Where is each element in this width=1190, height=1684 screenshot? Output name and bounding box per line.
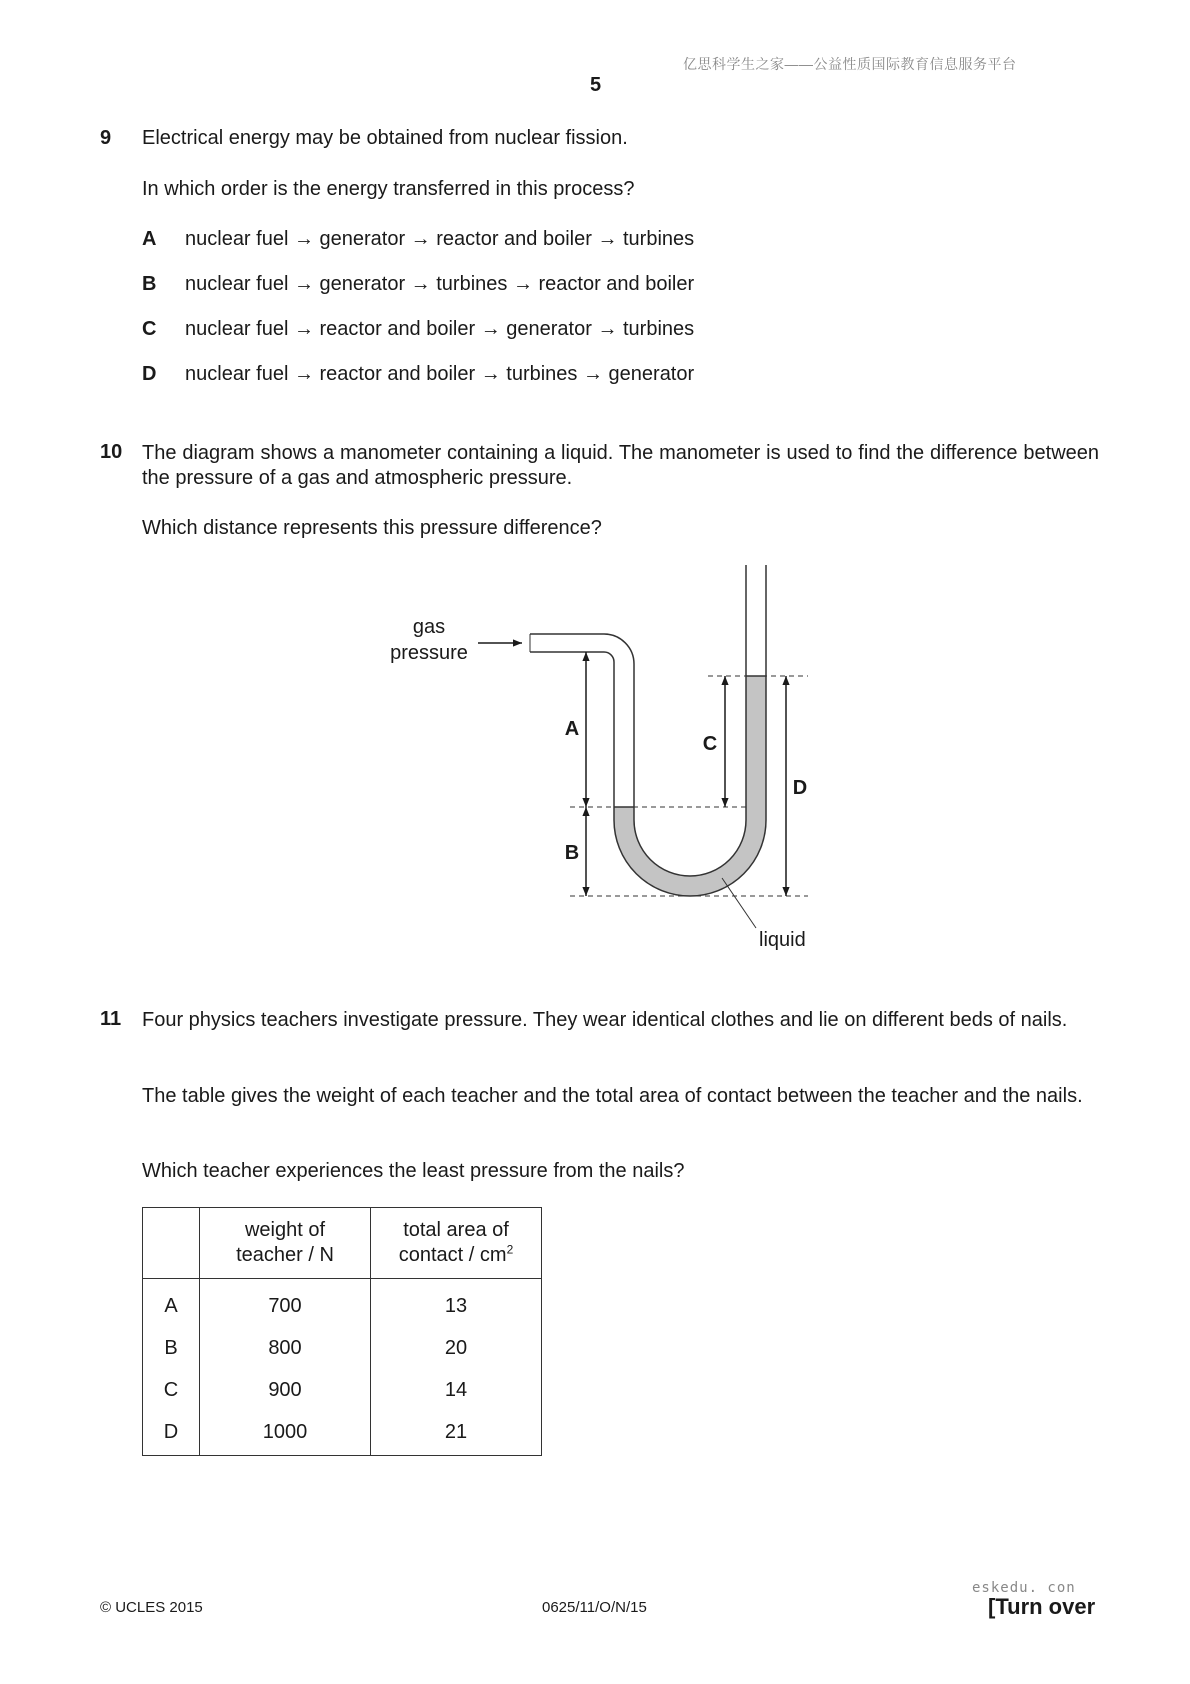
header-weight-line2: teacher / N (236, 1244, 334, 1266)
q9-question: In which order is the energy transferred in this process? (142, 178, 635, 200)
q9-option-a-text: nuclear fuel → generator → reactor and boiler → turbines (185, 228, 695, 250)
watermark-text: 亿思科学生之家——公益性质国际教育信息服务平台 (683, 56, 1017, 72)
liquid-label: liquid (759, 929, 806, 951)
row-letter: A (143, 1279, 200, 1328)
question-number-10: 10 (100, 441, 123, 463)
header-weight (200, 1208, 371, 1279)
q11-stem: Four physics teachers investigate pressure. They wear identical clothes and lie on different beds of nails. (142, 1009, 1068, 1031)
row-area: 13 (371, 1279, 542, 1328)
q9-option-c-text: nuclear fuel → reactor and boiler → generator → turbines (185, 318, 695, 340)
q9-option-d-text: nuclear fuel → reactor and boiler → turbines → generator (185, 363, 695, 385)
q11-question: Which teacher experiences the least pressure from the nails? (142, 1160, 685, 1182)
table-row (143, 1411, 542, 1456)
liquid-fill (614, 676, 766, 896)
header-weight-line1: weight of (244, 1219, 326, 1241)
q10-question: Which distance represents this pressure difference? (142, 517, 602, 539)
turn-over-text: [Turn over (988, 1594, 1096, 1619)
row-area: 14 (371, 1369, 542, 1411)
row-area: 21 (371, 1411, 542, 1456)
label-d: D (792, 777, 808, 799)
row-weight: 700 (200, 1279, 371, 1328)
site-watermark: eskedu. con (972, 1580, 1076, 1596)
q9-option-c-letter: C (142, 318, 157, 340)
gas-label: gas (412, 616, 446, 638)
row-weight: 1000 (200, 1411, 371, 1456)
label-b: B (564, 842, 580, 864)
row-area: 20 (371, 1327, 542, 1369)
row-letter: D (143, 1411, 200, 1456)
header-area (371, 1208, 542, 1279)
row-letter: B (143, 1327, 200, 1369)
q9-option-b-letter: B (142, 273, 157, 295)
label-c: C (702, 733, 718, 755)
q9-option-d-letter: D (142, 363, 157, 385)
label-a: A (564, 718, 580, 740)
row-weight: 900 (200, 1369, 371, 1411)
table-row (143, 1279, 542, 1328)
header-empty-cell (143, 1208, 200, 1279)
q11-info: The table gives the weight of each teacher and the total area of contact between the teacher and the nails. (142, 1085, 1083, 1107)
header-area-line2: contact / cm (398, 1244, 507, 1266)
table-header-row (143, 1208, 542, 1279)
copyright-text: © UCLES 2015 (100, 1599, 203, 1616)
liquid-label-leader (722, 878, 756, 928)
question-number-9: 9 (100, 127, 112, 149)
q9-stem: Electrical energy may be obtained from nuclear fission. (142, 127, 628, 149)
page-number: 5 (590, 74, 602, 96)
tube-outer-wall (530, 565, 746, 876)
paper-code: 0625/11/O/N/15 (542, 1599, 647, 1616)
row-weight: 800 (200, 1327, 371, 1369)
q9-option-b-text: nuclear fuel → generator → turbines → reactor and boiler (185, 273, 695, 295)
header-area-sup: 2 (506, 1242, 514, 1257)
pressure-label: pressure (390, 642, 468, 664)
header-area-line2-wrap (371, 1243, 541, 1268)
q9-option-a-letter: A (142, 228, 157, 250)
question-number-11: 11 (100, 1008, 122, 1030)
table-row (143, 1327, 542, 1369)
header-area-line1: total area of (403, 1219, 509, 1241)
row-letter: C (143, 1369, 200, 1411)
teachers-table (142, 1207, 542, 1456)
q10-stem: The diagram shows a manometer containing a liquid. The manometer is used to find the difference between the pressure of a gas and atmospheric pressure. (142, 442, 1099, 489)
table-row (143, 1369, 542, 1411)
